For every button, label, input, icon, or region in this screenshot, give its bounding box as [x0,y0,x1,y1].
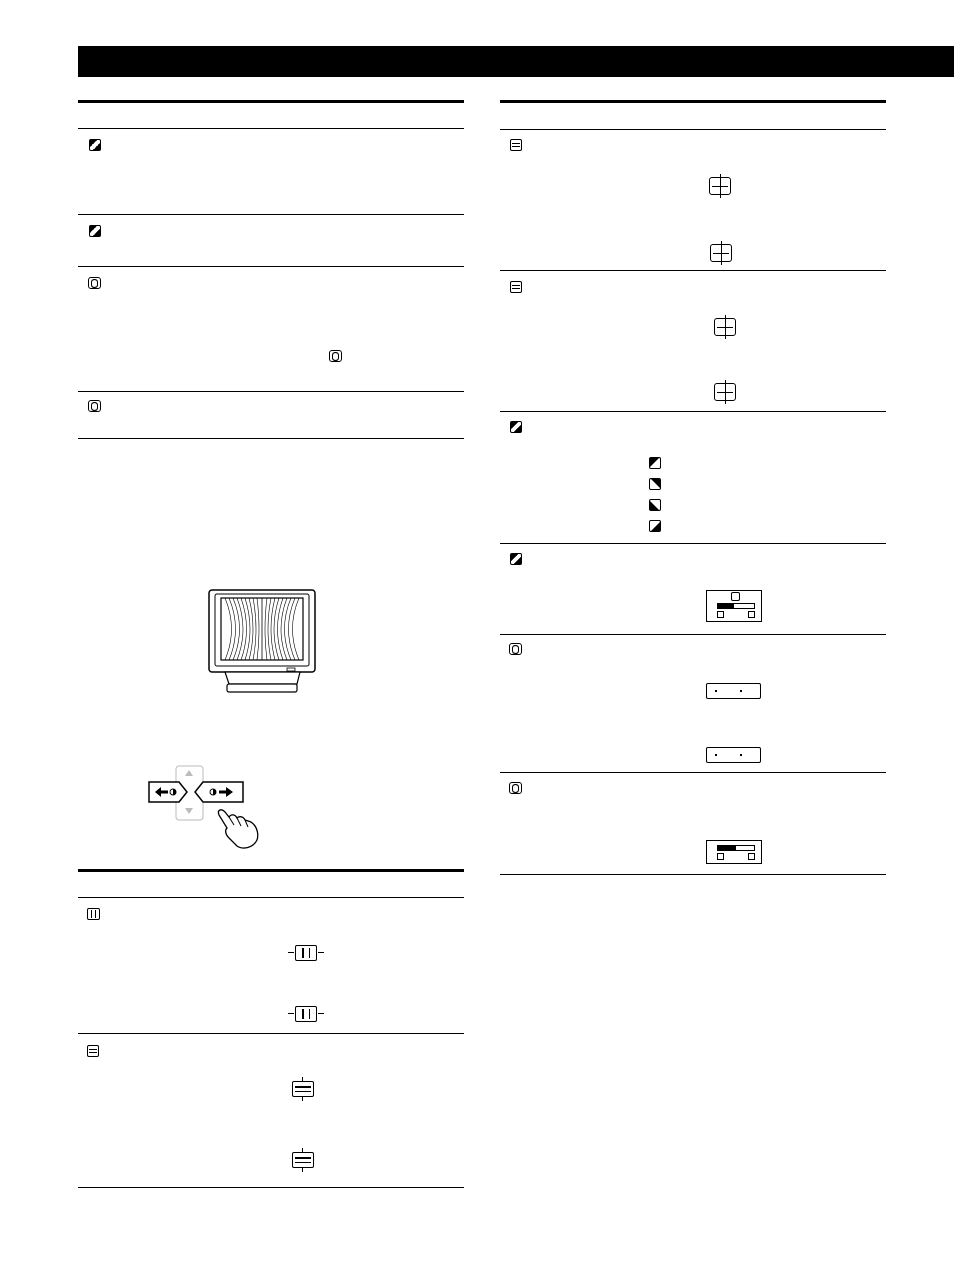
corner-bottom-left-icon [649,499,661,511]
corner-top-right-icon [649,478,661,490]
left-rule-7 [78,897,464,898]
left-rule-8 [78,1033,464,1034]
vertical-size-icon [87,1045,99,1057]
right-rule-1 [500,129,886,130]
pincushion-icon-2 [88,400,101,412]
adjustment-panel-1 [706,590,762,622]
horizontal-size-icon [87,908,100,920]
corner-icon-3 [510,421,522,433]
corner-top-left-icon [649,457,661,469]
right-rule-2 [500,270,886,271]
left-rule-6 [78,869,464,872]
pincushion-out-bar [706,683,761,699]
vertical-position-down-icon [710,244,732,262]
adjustment-panel-2 [706,840,762,864]
pincushion-in-bar [706,747,761,763]
left-rule-5 [78,438,464,439]
pincushion-icon-4 [509,782,522,794]
header-bar [78,46,954,77]
left-rule-1 [78,128,464,129]
right-rule-5 [500,634,886,635]
horizontal-expand-icon [288,945,324,961]
monitor-illustration [205,586,320,698]
left-rule-3 [78,266,464,267]
vertical-center-down-icon [714,383,736,401]
left-top-rule [78,100,464,103]
control-pad-illustration [145,764,265,852]
horizontal-shrink-icon [288,1006,324,1022]
corner-icon-1 [89,139,101,151]
right-rule-6 [500,772,886,773]
pointing-hand-icon [218,810,257,848]
left-rule-4 [78,391,464,392]
corner-icon-4 [510,553,522,565]
left-rule-2 [78,214,464,215]
left-rule-9 [78,1187,464,1188]
pincushion-icon-inline [329,350,342,362]
vertical-position-icon-1 [510,139,522,151]
right-rule-7 [500,874,886,875]
pincushion-icon-1 [88,277,101,289]
right-rule-3 [500,411,886,412]
vertical-position-icon-2 [510,281,522,293]
vertical-shrink-icon [292,1150,314,1170]
vertical-position-up-icon [709,177,731,195]
pincushion-icon-3 [509,643,522,655]
corner-icon-2 [89,225,101,237]
vertical-expand-icon [292,1079,314,1099]
right-top-rule [500,100,886,103]
vertical-center-up-icon [714,318,736,336]
corner-bottom-right-icon [649,520,661,532]
right-rule-4 [500,543,886,544]
